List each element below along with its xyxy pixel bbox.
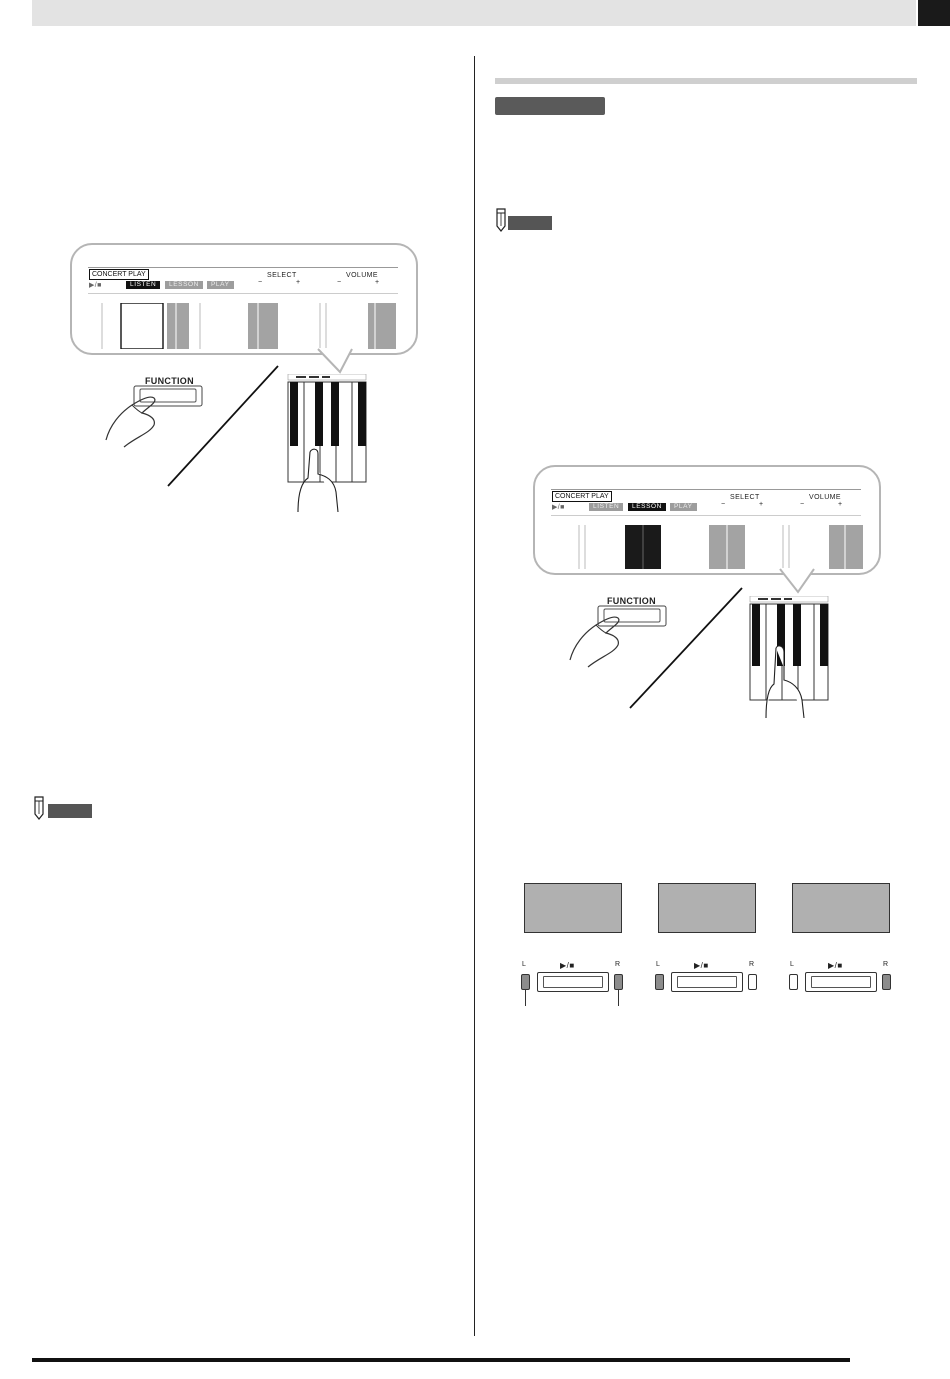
- footer-rule: [32, 1358, 850, 1362]
- keyboard-key-press[interactable]: [746, 596, 832, 720]
- left-part-label: L: [522, 961, 526, 968]
- section-rule: [495, 78, 917, 84]
- volume-minus: −: [337, 279, 342, 286]
- play-stop-label: ▶/■: [694, 961, 709, 970]
- right-part-label: R: [883, 961, 889, 968]
- volume-plus: +: [375, 279, 380, 286]
- pointer-line: [628, 586, 746, 710]
- select-minus: −: [721, 501, 726, 508]
- note-icon: [32, 796, 94, 820]
- play-stop-label: ▶/■: [560, 961, 575, 970]
- right-part-lamp: [882, 974, 891, 990]
- section-badge: [495, 97, 605, 115]
- right-part-lamp: [614, 974, 623, 990]
- callout-pointer: [316, 348, 356, 376]
- mode-play: PLAY: [670, 503, 697, 511]
- pencil-icon: [494, 208, 508, 232]
- left-part-lamp: [521, 974, 530, 990]
- part-selector: [515, 958, 631, 1008]
- concert-play-label: CONCERT PLAY: [89, 269, 149, 280]
- concert-play-label: CONCERT PLAY: [552, 491, 612, 502]
- page-header-bar: [32, 0, 916, 26]
- right-part-lamp: [748, 974, 757, 990]
- mode-play: PLAY: [207, 281, 234, 289]
- select-plus: +: [296, 279, 301, 286]
- select-label: SELECT: [730, 494, 760, 501]
- select-plus: +: [759, 501, 764, 508]
- keyboard-strip: [551, 525, 863, 569]
- volume-minus: −: [800, 501, 805, 508]
- volume-label: VOLUME: [809, 494, 841, 501]
- keyboard-key-press[interactable]: [284, 374, 370, 514]
- column-divider: [474, 56, 475, 1336]
- play-stop-label: ▶/■: [89, 282, 102, 289]
- pointer-line: [166, 364, 282, 488]
- volume-plus: +: [838, 501, 843, 508]
- play-stop-button[interactable]: [537, 972, 609, 992]
- left-part-label: L: [790, 961, 794, 968]
- part-selector: [649, 958, 765, 1008]
- function-label: FUNCTION: [607, 596, 656, 606]
- panel-callout-right: [533, 465, 881, 575]
- play-stop-button[interactable]: [671, 972, 743, 992]
- play-stop-label: ▶/■: [552, 504, 565, 511]
- panel-callout-left: [70, 243, 418, 355]
- select-label: SELECT: [267, 272, 297, 279]
- pencil-icon: [32, 796, 46, 820]
- function-label: FUNCTION: [145, 376, 194, 386]
- right-part-label: R: [615, 961, 621, 968]
- volume-label: VOLUME: [346, 272, 378, 279]
- left-part-lamp: [655, 974, 664, 990]
- note-icon: [494, 208, 556, 232]
- mode-listen: LISTEN: [589, 503, 623, 511]
- display-screen: [658, 883, 756, 933]
- display-screen: [792, 883, 890, 933]
- left-part-lamp: [789, 974, 798, 990]
- callout-pointer: [778, 568, 818, 596]
- mode-listen: LISTEN: [126, 281, 160, 289]
- keyboard-strip: [88, 303, 400, 349]
- play-stop-label: ▶/■: [828, 961, 843, 970]
- right-part-label: R: [749, 961, 755, 968]
- left-part-label: L: [656, 961, 660, 968]
- select-minus: −: [258, 279, 263, 286]
- display-screen: [524, 883, 622, 933]
- chapter-tab: [918, 0, 950, 26]
- mode-lesson: LESSON: [628, 503, 666, 511]
- part-selector: [783, 958, 899, 1008]
- play-stop-button[interactable]: [805, 972, 877, 992]
- mode-lesson: LESSON: [165, 281, 203, 289]
